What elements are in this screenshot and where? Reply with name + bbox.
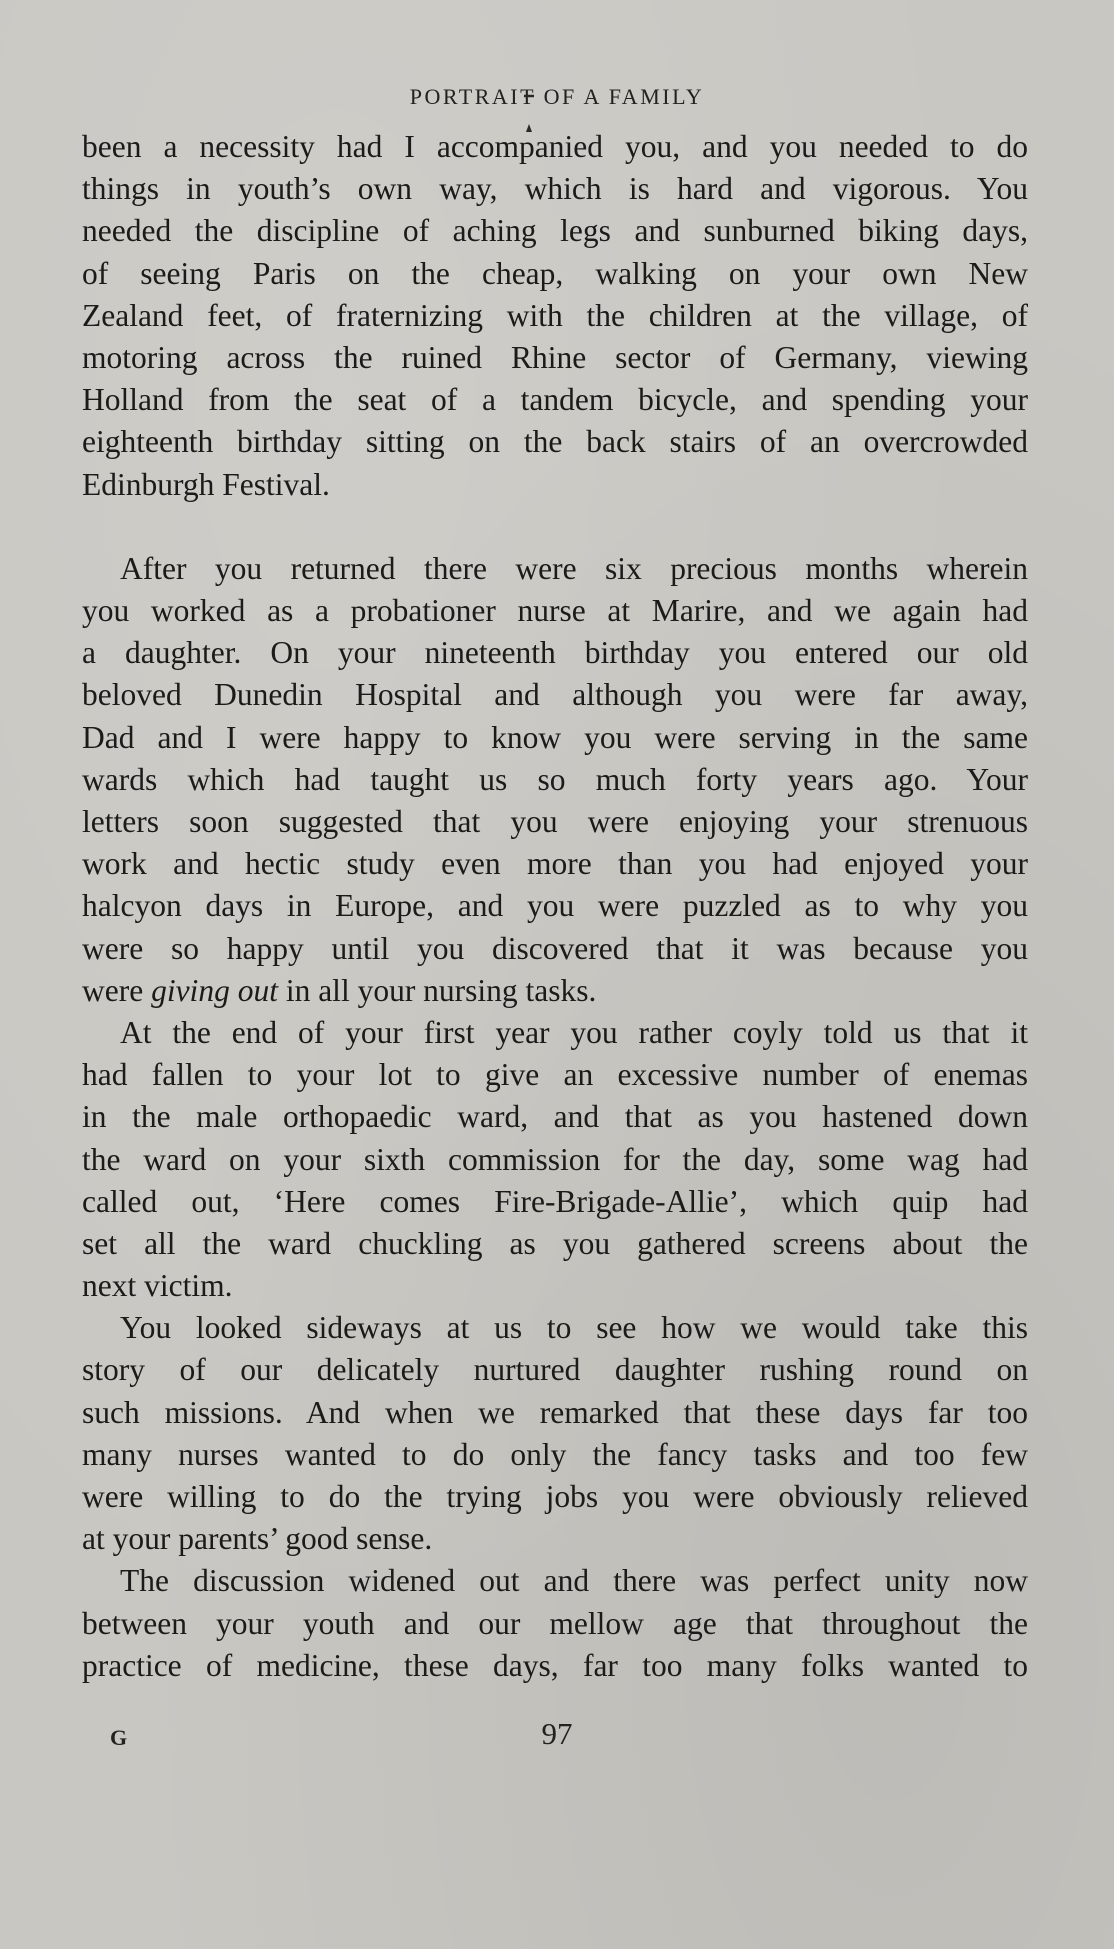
text-line: were so happy until you discovered that it was because you <box>82 930 1028 966</box>
text-line: The discussion widened out and there was perfect unity now <box>120 1563 1028 1599</box>
text-line: you worked as a probationer nurse at Marire, and we again had <box>82 593 1028 629</box>
text-line: letters soon suggested that you were enjoying your strenuous <box>82 804 1028 839</box>
text-line: of seeing Paris on the cheap, walking on your own New <box>82 255 1028 291</box>
text-fragment: were <box>82 972 152 1008</box>
text-line: a daughter. On your nineteenth birthday you entered our old <box>82 635 1028 671</box>
text-line: Zealand feet, of fraternizing with the children at the village, of <box>82 297 1028 333</box>
signature-mark: G <box>110 1725 128 1750</box>
text-line: Dad and I were happy to know you were serving in the same <box>82 719 1028 755</box>
text-line: called out, ‘Here comes Fire-Brigade-Allie’, which quip had <box>82 1183 1028 1219</box>
text-fragment: in all your nursing tasks. <box>277 972 597 1008</box>
emphasis-text: giving out <box>151 972 278 1008</box>
text-line: halcyon days in Europe, and you were puzzled as to why you <box>82 888 1028 924</box>
text-line: work and hectic study even more than you had enjoyed your <box>82 846 1028 882</box>
text-line: at your parents’ good sense. <box>82 1521 433 1557</box>
text-line <box>82 970 1028 1012</box>
running-head: PORTRAIT OF A FAMILY <box>409 84 705 109</box>
body-text <box>82 126 1028 1687</box>
text-line: At the end of your first year you rather coyly told us that it <box>120 1014 1028 1050</box>
text-line: After you returned there were six precious months wherein <box>120 550 1028 586</box>
text-line: next victim. <box>82 1268 233 1304</box>
text-line: Edinburgh Festival. <box>82 466 330 502</box>
text-line: story of our delicately nurtured daughter rushing round on <box>82 1352 1028 1388</box>
text-line: Holland from the seat of a tandem bicycle, and spending your <box>82 382 1028 418</box>
text-line: such missions. And when we remarked that these days far too <box>82 1394 1028 1430</box>
text-line: been a necessity had I accompanied you, and you needed to do <box>82 129 1028 164</box>
text-line: practice of medicine, these days, far too many folks wanted to <box>82 1647 1028 1683</box>
text-line: things in youth’s own way, which is hard and vigorous. You <box>82 171 1028 207</box>
text-line: You looked sideways at us to see how we would take this <box>120 1310 1028 1346</box>
page-number: 97 <box>541 1716 573 1751</box>
text-line: many nurses wanted to do only the fancy tasks and too few <box>82 1436 1028 1472</box>
text-line: between your youth and our mellow age that throughout the <box>82 1605 1028 1641</box>
text-line: in the male orthopaedic ward, and that as you hastened down <box>82 1099 1028 1135</box>
text-line: set all the ward chuckling as you gathered screens about the <box>82 1225 1028 1261</box>
paragraph-gap <box>82 506 1028 548</box>
text-line: the ward on your sixth commission for the day, some wag had <box>82 1141 1028 1177</box>
text-line: eighteenth birthday sitting on the back stairs of an overcrowded <box>82 424 1028 460</box>
text-line: needed the discipline of aching legs and sunburned biking days, <box>82 213 1028 249</box>
text-line: wards which had taught us so much forty years ago. Your <box>82 761 1028 797</box>
text-line: beloved Dunedin Hospital and although you were far away, <box>82 677 1028 713</box>
text-line: motoring across the ruined Rhine sector of Germany, viewing <box>82 339 1028 375</box>
text-line: had fallen to your lot to give an excessive number of enemas <box>82 1057 1028 1093</box>
text-line: were willing to do the trying jobs you were obviously relieved <box>82 1479 1028 1514</box>
